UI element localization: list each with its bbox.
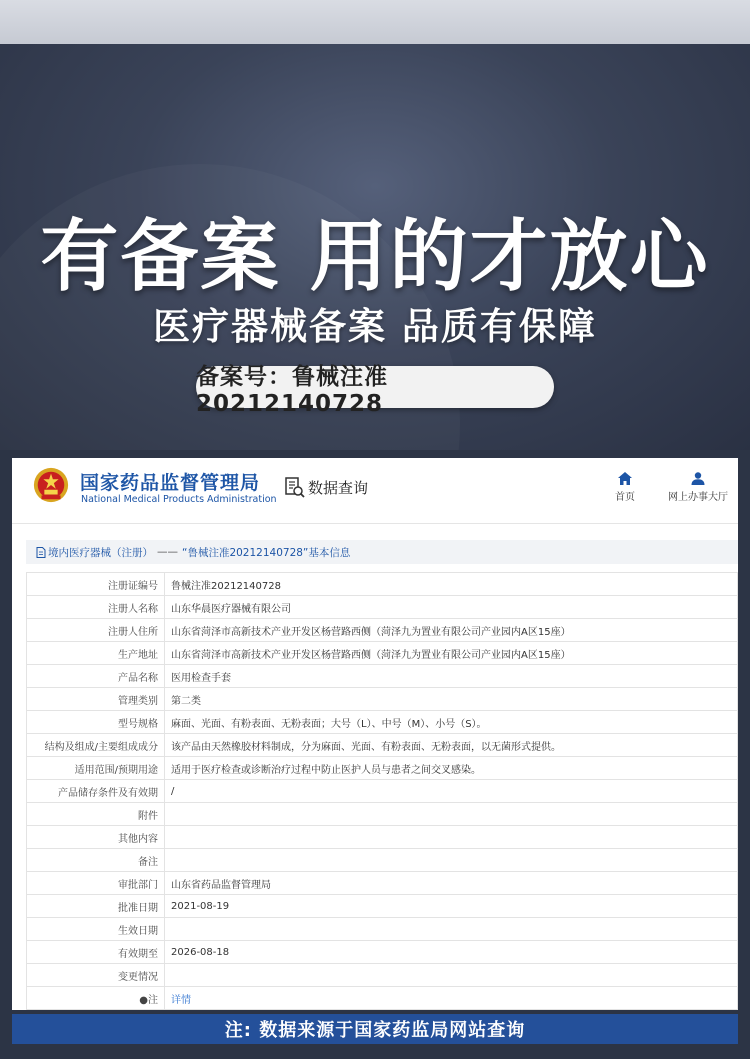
row-label: 生效日期: [27, 918, 165, 941]
row-label: 注册证编号: [27, 573, 165, 596]
bottom-strip: [0, 1044, 750, 1059]
row-value: 山东华晨医疗器械有限公司: [165, 596, 738, 619]
table-row: [27, 987, 738, 1010]
row-value: [165, 964, 738, 987]
row-label: 产品储存条件及有效期: [27, 780, 165, 803]
row-value: 鲁械注准20212140728: [165, 573, 738, 596]
site-header: [12, 458, 738, 524]
row-value: 山东省菏泽市高新技术产业开发区杨营路西侧（菏泽九为置业有限公司产业园内A区15座）: [165, 642, 738, 665]
table-row: [27, 734, 738, 757]
user-icon: [691, 472, 705, 485]
row-label: 有效期至: [27, 941, 165, 964]
table-row: [27, 757, 738, 780]
row-label: 注册人名称: [27, 596, 165, 619]
nav-online-service-hall[interactable]: [668, 472, 728, 503]
details-link[interactable]: 详情: [165, 987, 738, 1010]
nav-home-label: 首页: [615, 492, 635, 503]
row-value: 该产品由天然橡胶材料制成，分为麻面、光面、有粉表面、无粉表面，以无菌形式提供。: [165, 734, 738, 757]
hero-title: 有备案 用的才放心: [40, 212, 710, 302]
row-value: 2021-08-19: [165, 895, 738, 918]
row-value: 医用检查手套: [165, 665, 738, 688]
table-row: [27, 711, 738, 734]
breadcrumb-separator: ——: [157, 546, 178, 558]
nav-home[interactable]: [615, 472, 635, 503]
table-row: [27, 619, 738, 642]
row-label: 批准日期: [27, 895, 165, 918]
top-strip: [0, 0, 750, 44]
source-note-bar: 注: 数据来源于国家药监局网站查询: [12, 1014, 738, 1044]
row-value: 适用于医疗检查或诊断治疗过程中防止医护人员与患者之间交叉感染。: [165, 757, 738, 780]
row-label: 生产地址: [27, 642, 165, 665]
breadcrumb-current: “鲁械注准20212140728”基本信息: [182, 546, 351, 559]
table-row: [27, 872, 738, 895]
row-value: [165, 849, 738, 872]
table-row: [27, 665, 738, 688]
row-value: [165, 918, 738, 941]
row-label: 其他内容: [27, 826, 165, 849]
document-search-icon: [284, 476, 306, 498]
row-value: 山东省菏泽市高新技术产业开发区杨营路西侧（菏泽九为置业有限公司产业园内A区15座）: [165, 619, 738, 642]
row-label: 产品名称: [27, 665, 165, 688]
site-logo-title[interactable]: 国家药品监督管理局: [80, 472, 261, 494]
row-value: 2026-08-18: [165, 941, 738, 964]
nmpa-website-screenshot: [12, 458, 738, 1010]
row-label: 型号规格: [27, 711, 165, 734]
breadcrumb: [26, 540, 738, 564]
table-row: [27, 573, 738, 596]
registration-info-table: [26, 572, 738, 1010]
row-label: 注册人住所: [27, 619, 165, 642]
data-query-label: 数据查询: [308, 478, 369, 497]
table-row: [27, 780, 738, 803]
home-icon: [618, 472, 632, 485]
row-label: 审批部门: [27, 872, 165, 895]
table-row: [27, 642, 738, 665]
row-label: 备注: [27, 849, 165, 872]
row-value: 第二类: [165, 688, 738, 711]
table-row: [27, 688, 738, 711]
table-row: [27, 895, 738, 918]
nav-online-service-label: 网上办事大厅: [668, 492, 728, 503]
row-label: 适用范围/预期用途: [27, 757, 165, 780]
row-label: 管理类别: [27, 688, 165, 711]
data-query-link[interactable]: [284, 476, 368, 498]
row-value: 麻面、光面、有粉表面、无粉表面；大号（L）、中号（M）、小号（S）。: [165, 711, 738, 734]
registration-number-badge: 备案号：鲁械注准20212140728: [196, 366, 554, 408]
site-logo-subtitle: National Medical Products Administration: [81, 494, 277, 505]
hero-subtitle: 医疗器械备案 品质有保障: [153, 305, 597, 348]
table-row: [27, 918, 738, 941]
table-row: [27, 826, 738, 849]
table-row: [27, 849, 738, 872]
row-value: 山东省药品监督管理局: [165, 872, 738, 895]
row-label: 附件: [27, 803, 165, 826]
table-row: [27, 964, 738, 987]
row-label: ●注: [27, 987, 165, 1010]
table-row: [27, 596, 738, 619]
document-icon: [36, 547, 46, 558]
breadcrumb-category[interactable]: 境内医疗器械（注册）: [48, 546, 153, 559]
hero-banner: [0, 44, 750, 450]
national-emblem-icon[interactable]: [32, 466, 70, 504]
row-label: 结构及组成/主要组成成分: [27, 734, 165, 757]
table-row: [27, 803, 738, 826]
row-label: 变更情况: [27, 964, 165, 987]
table-row: [27, 941, 738, 964]
row-value: /: [165, 780, 738, 803]
row-value: [165, 826, 738, 849]
row-value: [165, 803, 738, 826]
